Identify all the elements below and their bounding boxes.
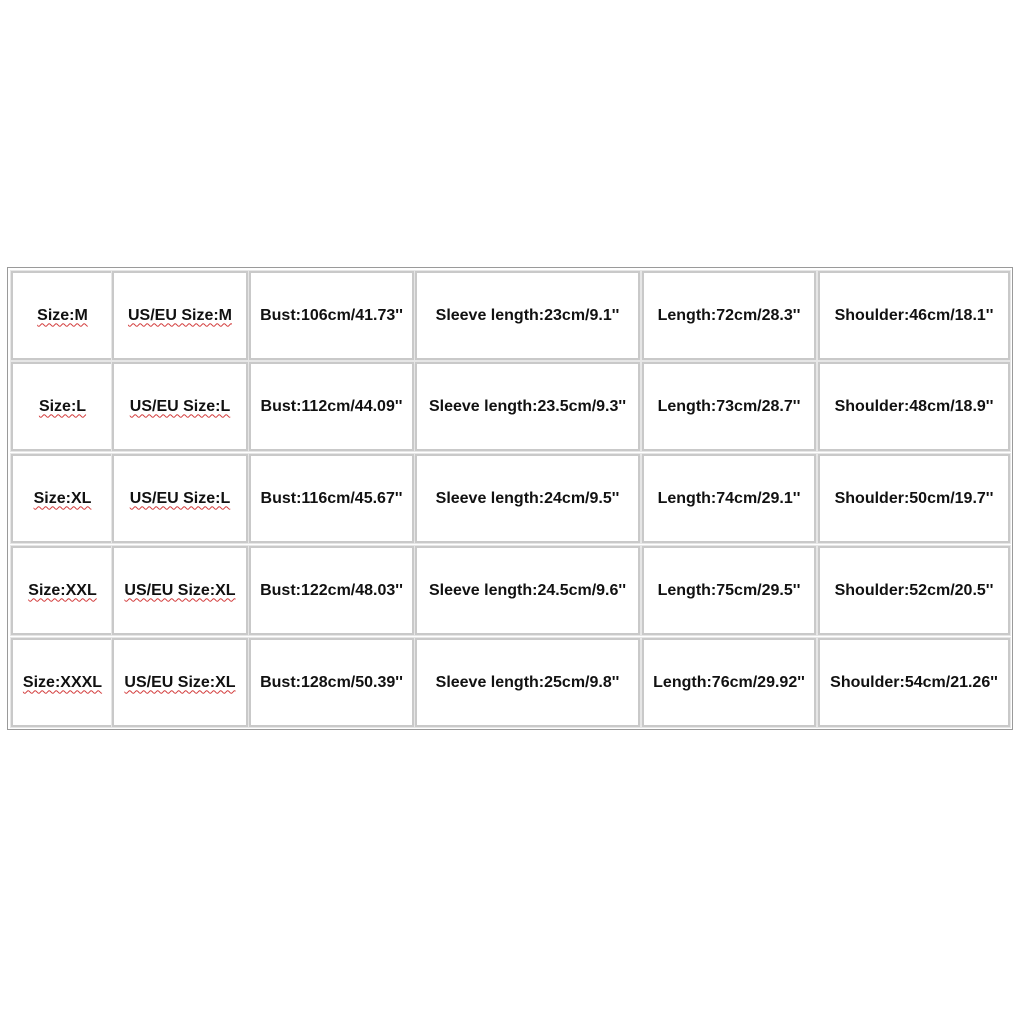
size-cell: Size:XXXL: [11, 638, 114, 727]
shoulder-cell: Shoulder:46cm/18.1'': [818, 271, 1010, 360]
bust-cell: Bust:112cm/44.09'': [249, 362, 414, 451]
length-cell: Length:74cm/29.1'': [642, 454, 816, 543]
sleeve-length-cell: Sleeve length:25cm/9.8'': [415, 638, 640, 727]
us-eu-size-cell: US/EU Size:XL: [112, 638, 248, 727]
bust-cell: Bust:122cm/48.03'': [249, 546, 414, 635]
shoulder-cell: Shoulder:52cm/20.5'': [818, 546, 1010, 635]
sleeve-length-cell: Sleeve length:24.5cm/9.6'': [415, 546, 640, 635]
us-eu-size-cell: US/EU Size:L: [112, 362, 248, 451]
size-cell: Size:M: [11, 271, 114, 360]
us-eu-size-cell: US/EU Size:XL: [112, 546, 248, 635]
shoulder-cell: Shoulder:50cm/19.7'': [818, 454, 1010, 543]
size-cell: Size:XXL: [11, 546, 114, 635]
us-eu-size-cell: US/EU Size:L: [112, 454, 248, 543]
bust-cell: Bust:128cm/50.39'': [249, 638, 414, 727]
bust-cell: Bust:116cm/45.67'': [249, 454, 414, 543]
length-cell: Length:75cm/29.5'': [642, 546, 816, 635]
length-cell: Length:72cm/28.3'': [642, 271, 816, 360]
length-cell: Length:73cm/28.7'': [642, 362, 816, 451]
sleeve-length-cell: Sleeve length:24cm/9.5'': [415, 454, 640, 543]
us-eu-size-cell: US/EU Size:M: [112, 271, 248, 360]
size-cell: Size:L: [11, 362, 114, 451]
size-cell: Size:XL: [11, 454, 114, 543]
bust-cell: Bust:106cm/41.73'': [249, 271, 414, 360]
sleeve-length-cell: Sleeve length:23.5cm/9.3'': [415, 362, 640, 451]
sleeve-length-cell: Sleeve length:23cm/9.1'': [415, 271, 640, 360]
shoulder-cell: Shoulder:54cm/21.26'': [818, 638, 1010, 727]
shoulder-cell: Shoulder:48cm/18.9'': [818, 362, 1010, 451]
size-chart-table: [7, 267, 1013, 730]
length-cell: Length:76cm/29.92'': [642, 638, 816, 727]
